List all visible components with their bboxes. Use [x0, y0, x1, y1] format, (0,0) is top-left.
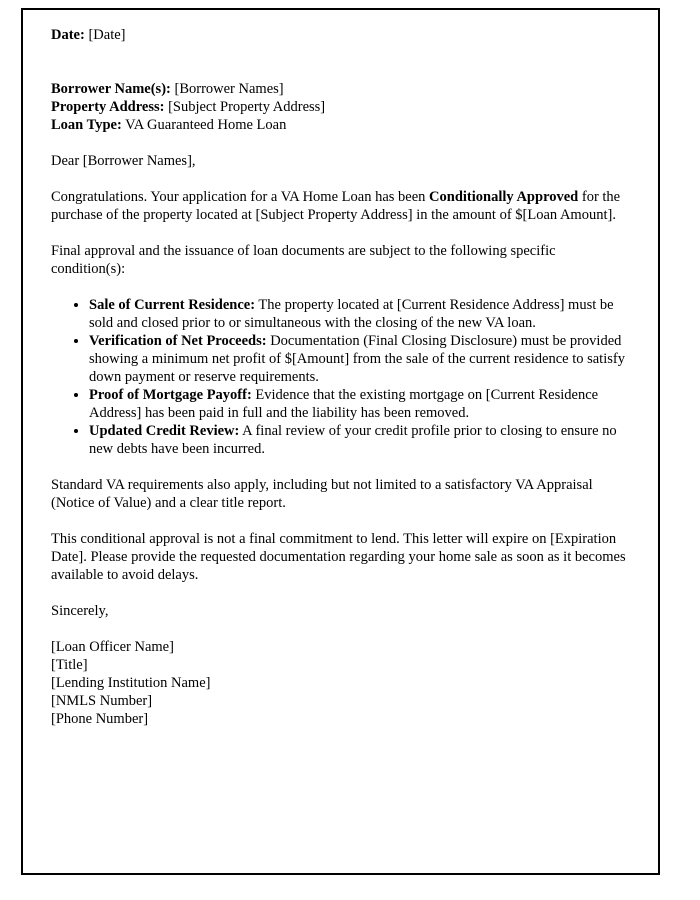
- standard-requirements-paragraph: Standard VA requirements also apply, including but not limited to a satisfactory VA Appraisal (Notice of Value) and a clear title report.: [51, 477, 593, 511]
- condition-text: Documentation (Final Closing Disclosure) must be provided showing a minimum net profit of $[Amount] from the sale of the current residence to satisfy down payment or reserve requirements.: [89, 333, 625, 385]
- signature-block: [51, 638, 630, 728]
- loan-type-label: Loan Type:: [51, 117, 122, 133]
- conditions-list: [51, 296, 630, 458]
- condition-text: A final review of your credit profile prior to closing to ensure no new debts have been incurred.: [89, 423, 617, 457]
- date-value: [Date]: [84, 27, 126, 43]
- condition-item: [89, 332, 630, 386]
- condition-label: Verification of Net Proceeds:: [89, 333, 267, 349]
- salutation: Dear [Borrower Names],: [51, 153, 196, 169]
- loan-type-line: [51, 116, 630, 134]
- property-line: [51, 98, 630, 116]
- condition-item: [89, 386, 630, 422]
- condition-item: [89, 296, 630, 332]
- signature-officer-name: [Loan Officer Name]: [51, 639, 174, 655]
- condition-label: Sale of Current Residence:: [89, 297, 256, 313]
- condition-text: Evidence that the existing mortgage on [Current Residence Address] has been paid in full and the liability has been removed.: [89, 387, 599, 421]
- borrower-value: [Borrower Names]: [170, 81, 284, 97]
- condition-text: The property located at [Current Residence Address] must be sold and closed prior to or simultaneous with the closing of the new VA loan.: [89, 297, 614, 331]
- borrower-label: Borrower Name(s):: [51, 81, 171, 97]
- date-line: [51, 26, 630, 44]
- intro-pre: Congratulations. Your application for a VA Home Loan has been: [51, 189, 430, 205]
- property-label: Property Address:: [51, 99, 165, 115]
- intro-post: for the purchase of the property located at [Subject Property Address] in the amount of $[Loan Amount].: [51, 189, 621, 223]
- loan-type-value: VA Guaranteed Home Loan: [121, 117, 287, 133]
- signature-title: [Title]: [51, 657, 88, 673]
- conditions-intro: Final approval and the issuance of loan documents are subject to the following specific condition(s):: [51, 243, 556, 277]
- signature-phone: [Phone Number]: [51, 711, 149, 727]
- letter-container: [21, 8, 660, 875]
- closing-salutation: Sincerely,: [51, 603, 109, 619]
- expiration-paragraph: This conditional approval is not a final commitment to lend. This letter will expire on [Expiration Date]. Please provide the requested documentation regarding your home sale as soon as it becomes available to avoid delays.: [51, 531, 626, 583]
- property-value: [Subject Property Address]: [164, 99, 326, 115]
- condition-label: Updated Credit Review:: [89, 423, 240, 439]
- condition-label: Proof of Mortgage Payoff:: [89, 387, 252, 403]
- condition-item: [89, 422, 630, 458]
- intro-bold: Conditionally Approved: [429, 189, 579, 205]
- date-label: Date:: [51, 27, 85, 43]
- borrower-line: [51, 80, 630, 98]
- signature-nmls: [NMLS Number]: [51, 693, 153, 709]
- intro-paragraph: [51, 188, 630, 224]
- signature-institution: [Lending Institution Name]: [51, 675, 211, 691]
- header-block: [51, 80, 630, 134]
